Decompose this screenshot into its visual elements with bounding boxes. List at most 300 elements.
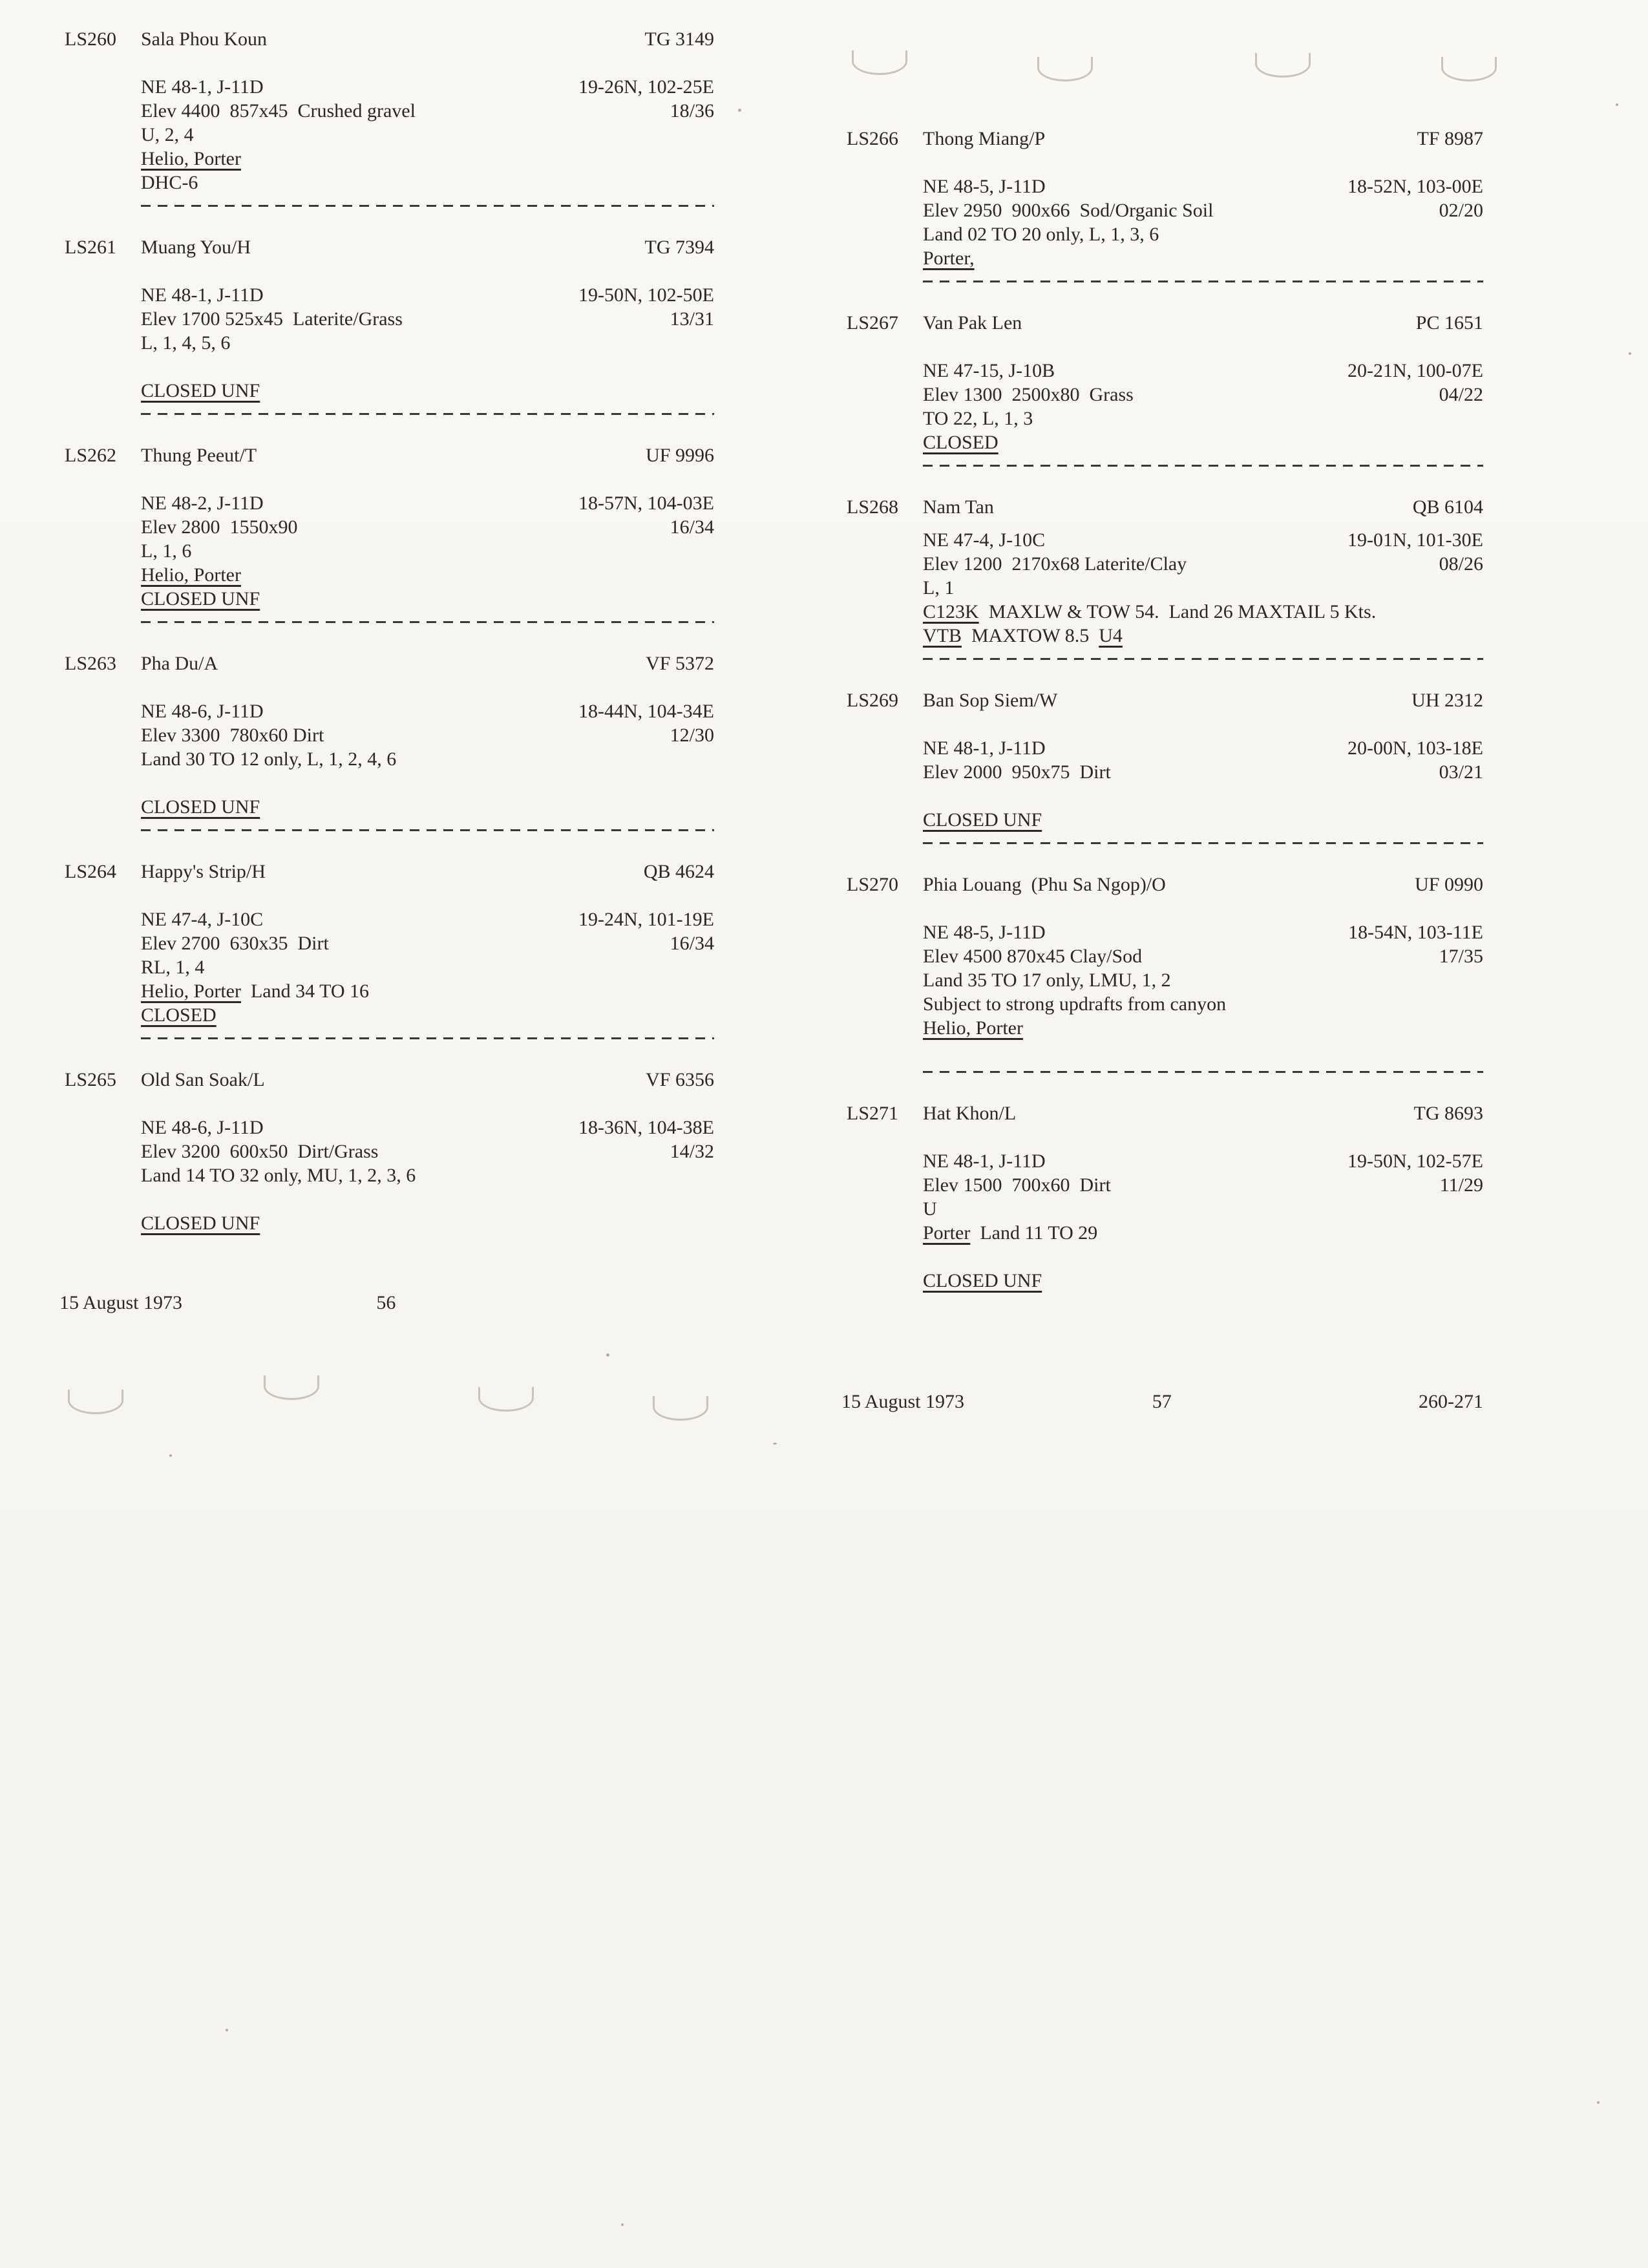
ls-entry-line (141, 1139, 714, 1163)
ls-entry-line (141, 331, 714, 355)
ls-grid-ref: TG 7394 (644, 237, 714, 258)
ls-entry-ls265 (65, 1068, 714, 1235)
line-text: U (923, 1198, 937, 1220)
ls-entry-line (923, 246, 1483, 270)
ls-entry-line (141, 563, 714, 587)
line-right-value: 14/32 (670, 1141, 714, 1162)
scan-speck (1597, 2101, 1600, 2104)
ls-id: LS261 (65, 237, 117, 258)
line-text-underlined: CLOSED UNF (141, 1213, 260, 1234)
line-left-text (923, 784, 928, 808)
ls-id: LS263 (65, 653, 117, 674)
ls-entry-line (141, 587, 714, 611)
line-left-text (141, 795, 260, 819)
line-left-text (923, 359, 1055, 383)
line-text: Elev 3300 780x60 Dirt (141, 725, 324, 746)
entry-divider (923, 1071, 1483, 1073)
line-left-text (923, 1245, 928, 1269)
line-text: NE 48-5, J-11D (923, 922, 1046, 943)
line-left-text (141, 1211, 260, 1235)
line-left-text (923, 736, 1046, 760)
line-left-text (923, 528, 1045, 552)
ls-id: LS262 (65, 445, 117, 466)
line-text-underlined: Helio, Porter (141, 148, 241, 169)
line-right-value: 17/35 (1439, 946, 1483, 967)
ls-entry-line (923, 1221, 1483, 1245)
line-left-text (923, 576, 954, 600)
scan-speck (621, 2223, 624, 2226)
line-text: NE 48-1, J-11D (923, 737, 1046, 759)
line-left-text (141, 1003, 217, 1027)
entries-column-left (65, 27, 714, 1235)
ls-entry-body (141, 1116, 714, 1235)
line-left-text (141, 699, 264, 723)
footer-page-number: 57 (1152, 1391, 1172, 1412)
ls-id: LS268 (847, 496, 899, 518)
ls-entry-line (141, 1163, 714, 1187)
ls-name: Ban Sop Siem/W (923, 690, 1058, 711)
line-left-text (923, 1197, 937, 1221)
ls-entry-line (923, 992, 1483, 1016)
footer-date: 15 August 1973 (59, 1292, 183, 1313)
line-right-value: 19-50N, 102-50E (578, 284, 714, 306)
line-right-value: 19-50N, 102-57E (1347, 1150, 1483, 1172)
line-left-text (923, 552, 1187, 576)
line-text: TO 22, L, 1, 3 (923, 408, 1033, 429)
line-left-text (141, 307, 403, 331)
ls-entry-header (65, 443, 714, 467)
ls-entry-line (141, 955, 714, 979)
entry-divider (923, 281, 1483, 282)
line-left-text (923, 198, 1213, 222)
line-left-text (141, 955, 204, 979)
line-left-text (141, 1163, 416, 1187)
ls-entry-header (847, 495, 1483, 519)
ls-entry-line (141, 979, 714, 1003)
ls-entry-header (65, 27, 714, 51)
ls-entry-line (923, 175, 1483, 198)
line-right-value: 20-00N, 103-18E (1347, 737, 1483, 759)
footer-date: 15 August 1973 (841, 1391, 965, 1412)
line-text-underlined: Porter, (923, 248, 975, 269)
ls-entry-line (923, 1245, 1483, 1269)
ls-entry-line (923, 383, 1483, 407)
line-text: NE 47-15, J-10B (923, 360, 1055, 381)
ls-entry-ls264 (65, 860, 714, 1039)
scan-speck (773, 1443, 777, 1445)
line-right-value: 19-26N, 102-25E (578, 76, 714, 98)
punch-hole-notch (653, 1396, 708, 1421)
line-left-text (923, 407, 1033, 430)
ls-entry-line (141, 1116, 714, 1139)
line-left-text (923, 992, 1226, 1016)
line-text-underlined: Helio, Porter (923, 1017, 1023, 1039)
line-right-value: 08/26 (1439, 553, 1483, 575)
line-left-text (141, 747, 396, 771)
line-text: L, 1, 4, 5, 6 (141, 332, 231, 354)
line-text: L, 1, 6 (141, 540, 192, 562)
line-text: NE 48-5, J-11D (923, 176, 1046, 197)
line-text: Elev 2800 1550x90 (141, 516, 298, 538)
line-text: NE 48-6, J-11D (141, 1117, 264, 1138)
ls-entry-line (923, 222, 1483, 246)
entry-divider (141, 829, 714, 831)
ls-entry-line (923, 1173, 1483, 1197)
line-text: NE 48-1, J-11D (141, 284, 264, 306)
entry-divider (141, 1037, 714, 1039)
line-left-text (141, 1116, 264, 1139)
ls-name: Pha Du/A (141, 653, 218, 674)
ls-grid-ref: TG 8693 (1413, 1103, 1483, 1124)
entry-divider (923, 465, 1483, 467)
ls-entry-line (141, 75, 714, 99)
ls-entry-ls266 (847, 127, 1483, 282)
line-text: Land 34 TO 16 (240, 980, 370, 1002)
line-left-text (923, 430, 998, 454)
entry-divider (923, 658, 1483, 660)
ls-entry-line (923, 198, 1483, 222)
ls-grid-ref: UF 9996 (646, 445, 714, 466)
ls-name: Thong Miang/P (923, 128, 1046, 149)
line-left-text (923, 1173, 1111, 1197)
ls-entry-line (141, 907, 714, 931)
ls-entry-header (847, 1101, 1483, 1125)
ls-entry-body (141, 491, 714, 611)
line-right-value: 19-24N, 101-19E (578, 909, 714, 930)
ls-entry-line (141, 795, 714, 819)
line-left-text (923, 968, 1171, 992)
ls-entry-line (923, 576, 1483, 600)
punch-hole-notch (852, 50, 907, 75)
line-right-value: 19-01N, 101-30E (1347, 529, 1483, 551)
line-text-underlined: Helio, Porter (141, 980, 241, 1002)
ls-name: Hat Khon/L (923, 1103, 1017, 1124)
line-text: NE 47-4, J-10C (141, 909, 264, 930)
line-left-text (923, 920, 1046, 944)
punch-hole-notch (1037, 57, 1093, 81)
ls-entry-line (141, 147, 714, 171)
line-right-value: 18-54N, 103-11E (1348, 922, 1483, 943)
ls-entry-ls262 (65, 443, 714, 623)
ls-name: Nam Tan (923, 496, 994, 518)
ls-entry-line (141, 515, 714, 539)
ls-grid-ref: QB 4624 (643, 861, 714, 882)
ls-entry-line (141, 1211, 714, 1235)
ls-entry-ls268 (847, 495, 1483, 660)
line-text-underlined: CLOSED UNF (141, 380, 260, 401)
scan-speck (1629, 352, 1631, 355)
ls-grid-ref: VF 5372 (646, 653, 714, 674)
entries-column-right (847, 127, 1483, 1293)
line-left-text (141, 907, 263, 931)
line-left-text (923, 808, 1042, 832)
line-left-text (923, 1269, 1042, 1293)
line-left-text (923, 222, 1159, 246)
ls-entry-line (923, 1149, 1483, 1173)
ls-entry-line (141, 355, 714, 379)
ls-entry-body (923, 1149, 1483, 1293)
ls-entry-ls261 (65, 235, 714, 415)
ls-entry-header (847, 688, 1483, 712)
line-text-underlined: Porter (923, 1222, 971, 1244)
ls-name: Phia Louang (Phu Sa Ngop)/O (923, 874, 1166, 895)
line-right-value: 18/36 (670, 100, 714, 122)
ls-entry-line (923, 430, 1483, 454)
line-right-value: 04/22 (1439, 384, 1483, 405)
ls-entry-ls271 (847, 1101, 1483, 1293)
line-text-underlined: U4 (1099, 625, 1123, 646)
ls-entry-body (141, 907, 714, 1027)
ls-entry-line (141, 99, 714, 123)
line-right-value: 12/30 (670, 725, 714, 746)
line-left-text (141, 283, 264, 307)
line-text-underlined: VTB (923, 625, 962, 646)
line-text: NE 48-2, J-11D (141, 493, 264, 514)
line-left-text (141, 147, 241, 171)
line-text-underlined: CLOSED UNF (923, 1270, 1042, 1291)
page-56 (59, 27, 714, 1318)
line-left-text (141, 1139, 378, 1163)
line-text: Land 30 TO 12 only, L, 1, 2, 4, 6 (141, 748, 397, 770)
ls-id: LS267 (847, 312, 899, 334)
ls-grid-ref: TG 3149 (644, 28, 714, 50)
ls-entry-line (141, 747, 714, 771)
line-right-value: 13/31 (670, 308, 714, 330)
line-text: Elev 2000 950x75 Dirt (923, 761, 1111, 783)
ls-entry-line (141, 699, 714, 723)
ls-name: Happy's Strip/H (141, 861, 266, 882)
line-left-text (141, 515, 297, 539)
line-text: NE 48-1, J-11D (923, 1150, 1046, 1172)
ls-id: LS264 (65, 861, 117, 882)
ls-entry-header (65, 860, 714, 884)
ls-id: LS271 (847, 1103, 899, 1124)
ls-entry-body (923, 175, 1483, 270)
line-left-text (923, 1149, 1046, 1173)
ls-entry-line (923, 760, 1483, 784)
ls-id: LS266 (847, 128, 899, 149)
page-footer (841, 1390, 1483, 1417)
ls-entry-header (847, 311, 1483, 335)
ls-entry-line (923, 736, 1483, 760)
ls-entry-body (141, 283, 714, 403)
line-text: Elev 1200 2170x68 Laterite/Clay (923, 553, 1187, 575)
ls-entry-line (141, 379, 714, 403)
line-left-text (141, 771, 146, 795)
ls-grid-ref: QB 6104 (1412, 496, 1483, 518)
ls-entry-line (923, 1197, 1483, 1221)
ls-entry-ls263 (65, 652, 714, 831)
line-right-value: 18-52N, 103-00E (1347, 176, 1483, 197)
scan-speck (169, 1454, 172, 1457)
line-left-text (923, 246, 975, 270)
ls-entry-line (141, 771, 714, 795)
line-text-underlined: C123K (923, 601, 979, 622)
line-left-text (141, 723, 324, 747)
ls-entry-line (141, 723, 714, 747)
ls-id: LS270 (847, 874, 899, 895)
ls-entry-body (141, 75, 714, 195)
line-text: NE 48-1, J-11D (141, 76, 264, 98)
line-text: NE 47-4, J-10C (923, 529, 1046, 551)
line-left-text (141, 979, 369, 1003)
line-left-text (141, 123, 194, 147)
line-text: DHC-6 (141, 172, 198, 193)
ls-entry-line (923, 624, 1483, 648)
ls-grid-ref: UH 2312 (1411, 690, 1483, 711)
punch-hole-notch (68, 1390, 123, 1414)
ls-entry-line (141, 491, 714, 515)
line-left-text (923, 175, 1046, 198)
ls-grid-ref: UF 0990 (1415, 874, 1483, 895)
ls-entry-line (923, 407, 1483, 430)
line-right-value: 11/29 (1439, 1174, 1483, 1196)
ls-entry-ls267 (847, 311, 1483, 467)
line-text-underlined: CLOSED (923, 432, 998, 453)
ls-entry-line (141, 931, 714, 955)
line-left-text (141, 379, 260, 403)
entry-divider (141, 621, 714, 623)
line-text: L, 1 (923, 577, 955, 599)
ls-entry-body (923, 528, 1483, 648)
ls-entry-line (923, 784, 1483, 808)
line-text: Elev 4400 857x45 Crushed gravel (141, 100, 416, 122)
line-text-underlined: CLOSED UNF (141, 588, 260, 609)
ls-grid-ref: VF 6356 (646, 1069, 714, 1090)
line-text: RL, 1, 4 (141, 957, 205, 978)
line-left-text (141, 355, 146, 379)
line-left-text (141, 491, 264, 515)
ls-entry-line (923, 1269, 1483, 1293)
line-right-value: 03/21 (1439, 761, 1483, 783)
line-text: Land 35 TO 17 only, LMU, 1, 2 (923, 970, 1171, 991)
scan-speck (738, 109, 741, 112)
ls-name: Thung Peeut/T (141, 445, 257, 466)
line-text: Elev 1300 2500x80 Grass (923, 384, 1134, 405)
line-left-text (923, 383, 1134, 407)
ls-entry-line (923, 600, 1483, 624)
line-right-value: 18-44N, 104-34E (578, 701, 714, 722)
ls-entry-header (65, 1068, 714, 1092)
ls-entry-line (141, 539, 714, 563)
ls-entry-line (141, 307, 714, 331)
line-text: NE 48-6, J-11D (141, 701, 264, 722)
entry-divider (141, 205, 714, 207)
line-text: U, 2, 4 (141, 124, 194, 145)
ls-entry-body (923, 920, 1483, 1040)
line-text-underlined: CLOSED UNF (923, 809, 1042, 831)
line-right-value: 20-21N, 100-07E (1347, 360, 1483, 381)
ls-name: Old San Soak/L (141, 1069, 265, 1090)
ls-name: Muang You/H (141, 237, 251, 258)
line-text: Subject to strong updrafts from canyon (923, 993, 1227, 1015)
line-right-value: 18-57N, 104-03E (578, 493, 714, 514)
ls-name: Sala Phou Koun (141, 28, 267, 50)
ls-id: LS260 (65, 28, 117, 50)
line-text: MAXTOW 8.5 (962, 625, 1099, 646)
page-57 (841, 127, 1483, 1417)
line-left-text (141, 1187, 146, 1211)
line-right-value: 16/34 (670, 516, 714, 538)
line-left-text (141, 539, 191, 563)
footer-page-number: 56 (376, 1292, 396, 1313)
ls-entry-line (923, 920, 1483, 944)
ls-id: LS265 (65, 1069, 117, 1090)
scan-speck (1616, 103, 1618, 106)
ls-entry-line (923, 808, 1483, 832)
line-left-text (923, 760, 1111, 784)
ls-entry-header (847, 873, 1483, 896)
ls-entry-ls260 (65, 27, 714, 207)
ls-entry-ls270 (847, 873, 1483, 1073)
ls-entry-line (141, 123, 714, 147)
ls-entry-body (923, 359, 1483, 454)
ls-grid-ref: PC 1651 (1415, 312, 1483, 334)
line-text: Elev 1500 700x60 Dirt (923, 1174, 1111, 1196)
line-left-text (923, 624, 1123, 648)
ls-entry-line (141, 1003, 714, 1027)
line-left-text (141, 587, 260, 611)
ls-entry-line (923, 359, 1483, 383)
ls-entry-line (141, 171, 714, 195)
ls-name: Van Pak Len (923, 312, 1022, 334)
line-text: Elev 4500 870x45 Clay/Sod (923, 946, 1143, 967)
line-left-text (141, 931, 329, 955)
line-left-text (141, 563, 241, 587)
line-left-text (923, 1221, 1097, 1245)
line-left-text (923, 1016, 1023, 1040)
ls-entry-line (923, 528, 1483, 552)
punch-hole-notch (1255, 53, 1311, 78)
footer-entry-range: 260-271 (1419, 1391, 1483, 1412)
entry-divider (141, 413, 714, 415)
entry-divider (923, 842, 1483, 844)
ls-entry-body (923, 736, 1483, 832)
line-text: Elev 2950 900x66 Sod/Organic Soil (923, 200, 1214, 221)
ls-grid-ref: TF 8987 (1417, 128, 1483, 149)
line-text: Elev 1700 525x45 Laterite/Grass (141, 308, 403, 330)
line-left-text (141, 75, 264, 99)
line-text: Land 11 TO 29 (970, 1222, 1098, 1244)
ls-entry-line (923, 944, 1483, 968)
line-left-text (923, 600, 1376, 624)
ls-entry-body (141, 699, 714, 819)
ls-entry-header (65, 652, 714, 675)
scan-speck (606, 1353, 609, 1357)
ls-id: LS269 (847, 690, 899, 711)
line-right-value: 16/34 (670, 933, 714, 954)
line-text-underlined: CLOSED (141, 1004, 217, 1026)
line-left-text (923, 944, 1142, 968)
line-text: MAXLW & TOW 54. Land 26 MAXTAIL 5 Kts. (978, 601, 1377, 622)
scan-speck (226, 2029, 228, 2031)
line-text-underlined: CLOSED UNF (141, 796, 260, 818)
punch-hole-notch (478, 1387, 534, 1412)
line-text: Elev 3200 600x50 Dirt/Grass (141, 1141, 379, 1162)
line-text-underlined: Helio, Porter (141, 564, 241, 586)
ls-entry-line (923, 968, 1483, 992)
page-footer (59, 1291, 714, 1318)
ls-entry-line (141, 283, 714, 307)
punch-hole-notch (1441, 57, 1497, 81)
punch-hole-notch (264, 1375, 319, 1400)
line-text: Land 14 TO 32 only, MU, 1, 2, 3, 6 (141, 1165, 416, 1186)
line-right-value: 18-36N, 104-38E (578, 1117, 714, 1138)
line-left-text (141, 331, 230, 355)
ls-entry-header (847, 127, 1483, 151)
ls-entry-line (141, 1187, 714, 1211)
line-text: Elev 2700 630x35 Dirt (141, 933, 329, 954)
